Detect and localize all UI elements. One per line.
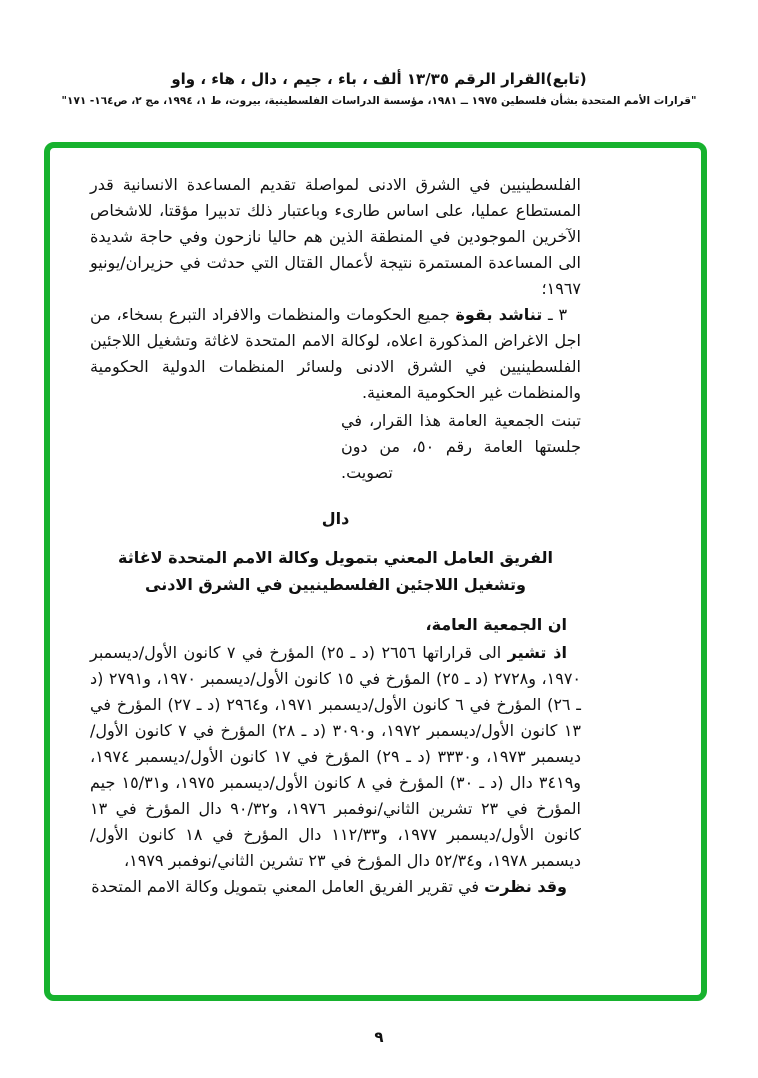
recital-text: الى قراراتها ٢٦٥٦ (د ـ ٢٥) المؤرخ في ٧ كانون الأول/ديسمبر ١٩٧٠، و٢٧٢٨ (د ـ ٢٥) المؤرخ في ١٥ كانون الأول/ديسمبر ١٩٧٠، و٢٧٩١ (د ـ ٢٦) المؤرخ في ٦ كانون الأول/ديسمبر ١٩٧١، و٢٩٦٤ (د ـ ٢٧) المؤرخ في ١٣ كانون الأول/ديسمبر ١٩٧٢، و٣٠٩٠ (د ـ ٢٨) المؤرخ في ٧ كانون الأول/ديسمبر ١٩٧٣، و٣٣٣٠ (د ـ ٢٩) المؤرخ في ١٧ كانون الأول/ديسمبر ١٩٧٤، و٣٤١٩ دال (د ـ ٣٠) المؤرخ في ٨ كانون الأول/ديسمبر ١٩٧٥، و١٥/٣١ جيم المؤرخ في ٢٣ تشرين الثاني/نوفمبر ١٩٧٦، و٩٠/٣٢ دال المؤرخ في ١٣ كانون الأول/ديسمبر ١٩٧٧، و١١٢/٣٣ دال المؤرخ في ١٨ كانون الأول/ديسمبر ١٩٧٨، و٥٢/٣٤ دال المؤرخ في ٢٣ تشرين الثاني/نوفمبر ١٩٧٩، — [90, 643, 582, 870]
section-title-line2: وتشغيل اللاجئين الفلسطينيين في الشرق الادنى — [145, 575, 526, 594]
source-citation: "قرارات الأمم المتحدة بشأن فلسطين ١٩٧٥ ــ ١٩٨١، مؤسسة الدراسات الفلسطينية، بيروت، ط ١، ١٩٩٤، مج ٢، ص١٦٤- ١٧١" — [61, 95, 697, 107]
section-letter-heading: دال — [321, 509, 350, 528]
paragraph-having-considered — [90, 874, 581, 900]
resolution-text-block — [50, 148, 701, 900]
resolution-continuation-title: (تابع)القرار الرقم ١٣/٣٥ ألف ، باء ، جيم ، دال ، هاء ، واو — [171, 70, 587, 88]
section-title-line1: الفريق العامل المعني بتمويل وكالة الامم المتحدة لاغاثة — [117, 548, 553, 567]
page-header — [0, 70, 758, 107]
paragraph-clause-3 — [90, 302, 581, 406]
clause-3-number: ٣ ـ — [542, 305, 568, 324]
considered-lead-bold: وقد نظرت — [484, 877, 567, 896]
paragraph-recalling-resolutions — [90, 640, 581, 874]
adoption-note: تبنت الجمعية العامة هذا القرار، في جلستها العامة رقم ٥٠، من دون تصويت. — [341, 411, 581, 482]
green-border-frame — [44, 142, 707, 1001]
recital-lead-bold: اذ تشير — [507, 643, 567, 662]
clause-3-operative-verb: تناشد بقوة — [455, 305, 543, 324]
clause-3-text: جميع الحكومات والمنظمات والافراد التبرع بسخاء، من اجل الاغراض المذكورة اعلاه، لوكالة الامم المتحدة لاغاثة وتشغيل اللاجئين الفلسطينيين في الشرق الادنى ولسائر المنظمات الدولية الحكومية والمنظمات غير الحكومية المعنية. — [90, 305, 581, 402]
paragraph-humanitarian-continuation: الفلسطينيين في الشرق الادنى لمواصلة تقديم المساعدة الانسانية قدر المستطاع عمليا، على اساس طارىء وباعتبار ذلك تدبيرا مؤقتا، للاشخاص الآخرين الموجودين في المنطقة الذين هم حاليا نازحون وفي حاجة شديدة الى المساعدة المستمرة نتيجة لأعمال القتال التي حدثت في حزيران/يونيو ١٩٦٧؛ — [90, 175, 581, 298]
considered-text: في تقرير الفريق العامل المعني بتمويل وكالة الامم المتحدة — [91, 877, 485, 896]
page-number: ٩ — [374, 1028, 384, 1046]
assembly-opening-formula: ان الجمعية العامة، — [425, 615, 567, 634]
